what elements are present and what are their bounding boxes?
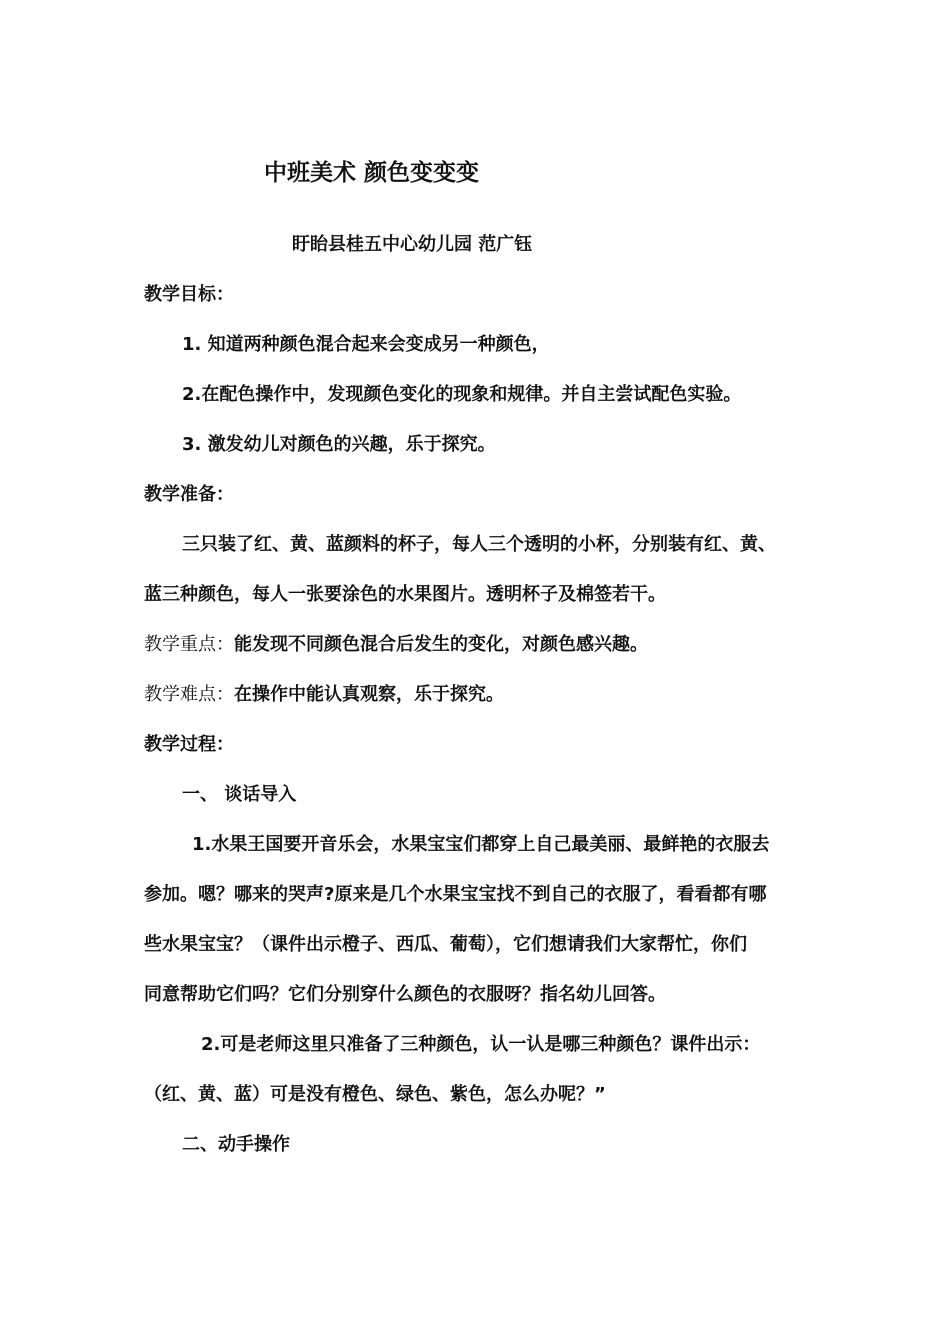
paragraph-line: 些水果宝宝？（课件出示橙子、西瓜、葡萄），它们想请我们大家帮忙，你们 [144, 934, 747, 955]
paragraph-line: 1.水果王国要开音乐会，水果宝宝们都穿上自己最美丽、最鲜艳的衣服去 [192, 834, 770, 855]
difficulty-line [144, 683, 504, 707]
difficulty-text: 在操作中能认真观察，乐于探究。 [234, 684, 504, 705]
key-point-label: 教学重点： [144, 634, 234, 655]
author-line: 盱眙县桂五中心幼儿园 范广钰 [292, 234, 533, 255]
paragraph-line: 同意帮助它们吗？它们分别穿什么颜色的衣服呀？指名幼儿回答。 [144, 984, 666, 1005]
key-point-line [144, 633, 648, 657]
prep-text: 蓝三种颜色，每人一张要涂色的水果图片。透明杯子及棉签若干。 [144, 584, 666, 605]
paragraph-line: 2.可是老师这里只准备了三种颜色，认一认是哪三种颜色？课件出示： [201, 1034, 761, 1055]
prep-heading: 教学准备： [144, 484, 234, 505]
goal-item: 3. 激发幼儿对颜色的兴趣，乐于探究。 [182, 434, 496, 455]
section-heading: 二、动手操作 [182, 1134, 290, 1155]
goal-item: 1. 知道两种颜色混合起来会变成另一种颜色， [182, 334, 550, 355]
process-heading: 教学过程： [144, 734, 234, 755]
key-point-text: 能发现不同颜色混合后发生的变化，对颜色感兴趣。 [234, 634, 648, 655]
goal-item: 2.在配色操作中，发现颜色变化的现象和规律。并自主尝试配色实验。 [182, 384, 742, 405]
paragraph-line: 参加。嗯？哪来的哭声?原来是几个水果宝宝找不到自己的衣服了，看看都有哪 [144, 884, 767, 905]
goals-heading: 教学目标： [144, 284, 234, 305]
page-title: 中班美术 颜色变变变 [264, 160, 480, 186]
prep-text: 三只装了红、黄、蓝颜料的杯子，每人三个透明的小杯，分别装有红、黄、 [182, 534, 776, 555]
paragraph-line: （红、黄、蓝）可是没有橙色、绿色、紫色，怎么办呢？” [144, 1084, 606, 1105]
difficulty-label: 教学难点： [144, 684, 234, 705]
section-heading: 一、 谈话导入 [182, 784, 297, 805]
